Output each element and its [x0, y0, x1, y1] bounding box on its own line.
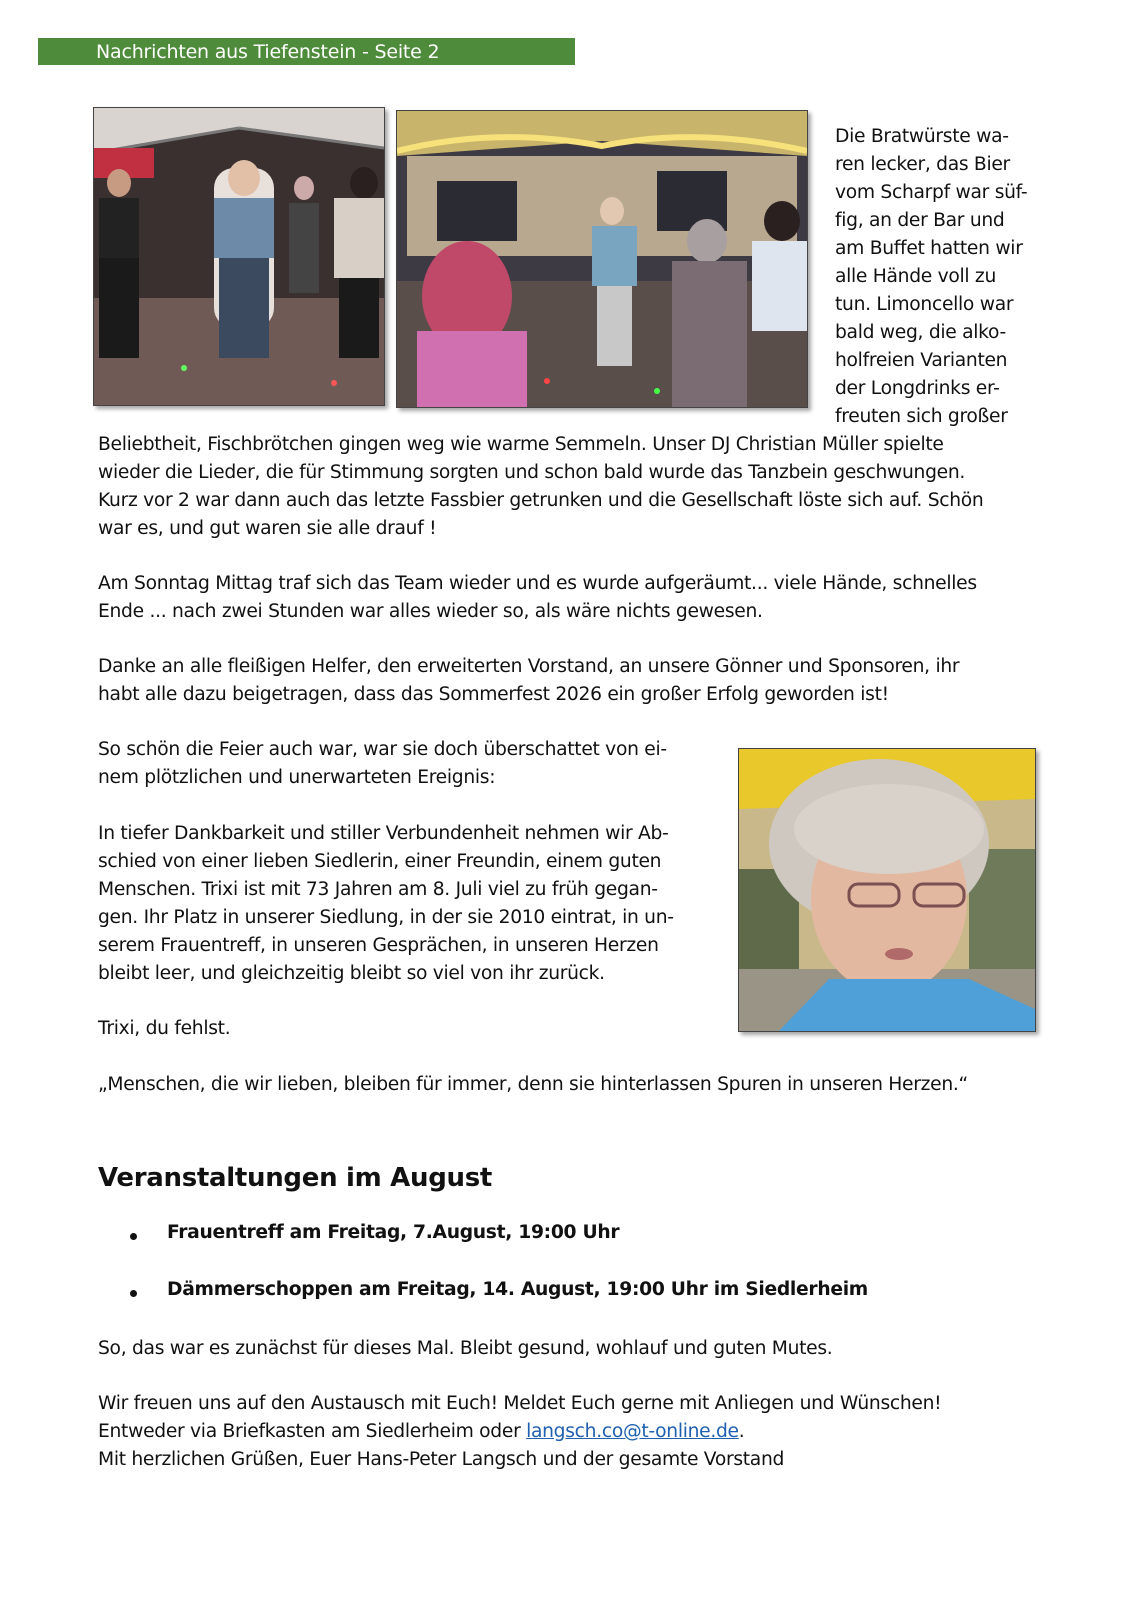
text-line: ren lecker, das Bier	[835, 154, 1010, 175]
bullet-icon	[130, 1233, 137, 1240]
events-heading: Veranstaltungen im August	[98, 1163, 493, 1193]
text-line: tun. Limoncello war	[835, 294, 1014, 315]
event-label: Frauentreff am Freitag, 7.August, 19:00 Uhr	[167, 1222, 620, 1243]
text-line: So schön die Feier auch war, war sie doch überschattet von ei-	[98, 739, 667, 760]
contact-block	[98, 1390, 941, 1474]
text-line: Menschen. Trixi ist mit 73 Jahren am 8. Juli viel zu früh gegan-	[98, 879, 658, 900]
page-header-title: Nachrichten aus Tiefenstein - Seite 2	[96, 41, 440, 63]
farewell-line: Trixi, du fehlst.	[98, 1018, 231, 1039]
text-line: vom Scharpf war süf-	[835, 182, 1028, 203]
text-line: Ende ... nach zwei Stunden war alles wieder so, als wäre nichts gewesen.	[98, 601, 763, 622]
memorial-portrait-photo	[738, 748, 1036, 1032]
text-line: In tiefer Dankbarkeit und stiller Verbundenheit nehmen wir Ab-	[98, 823, 669, 844]
text-line: serem Frauentreff, in unseren Gesprächen, in unseren Herzen	[98, 935, 659, 956]
text-line: habt alle dazu beigetragen, dass das Sommerfest 2026 ein großer Erfolg geworden ist!	[98, 684, 889, 705]
contact-mail-suffix: .	[738, 1421, 745, 1442]
closing-line: So, das war es zunächst für dieses Mal. Bleibt gesund, wohlauf und guten Mutes.	[98, 1338, 833, 1359]
sunday-paragraph	[98, 570, 977, 626]
text-line: war es, und gut waren sie alle drauf !	[98, 518, 437, 539]
text-line: alle Hände voll zu	[835, 266, 996, 287]
email-link[interactable]: langsch.co@t-online.de	[526, 1421, 739, 1442]
text-line: bald weg, die alko-	[835, 322, 1006, 343]
text-line: nem plötzlichen und unerwarteten Ereignis:	[98, 767, 496, 788]
contact-mail-prefix: Entweder via Briefkasten am Siedlerheim oder	[98, 1421, 527, 1442]
text-line: Beliebtheit, Fischbrötchen gingen weg wie warme Semmeln. Unser DJ Christian Müller spielte	[98, 434, 944, 455]
event-paragraph	[98, 736, 667, 792]
text-line: der Longdrinks er-	[835, 378, 1000, 399]
text-line: wieder die Lieder, die für Stimmung sorgten und schon bald wurde das Tanzbein geschwungen.	[98, 462, 966, 483]
contact-invite-line: Wir freuen uns auf den Austausch mit Euch! Meldet Euch gerne mit Anliegen und Wünschen!	[98, 1393, 942, 1414]
thanks-paragraph	[98, 653, 959, 709]
intro-side-paragraph	[835, 123, 1050, 431]
memorial-quote: „Menschen, die wir lieben, bleiben für immer, denn sie hinterlassen Spuren in unseren Herzen.“	[98, 1074, 968, 1095]
intro-paragraph	[98, 431, 983, 543]
event-label: Dämmerschoppen am Freitag, 14. August, 19:00 Uhr im Siedlerheim	[167, 1279, 868, 1300]
text-line: Die Bratwürste wa-	[835, 126, 1009, 147]
memorial-paragraph	[98, 820, 674, 988]
text-line: fig, an der Bar und	[835, 210, 1005, 231]
text-line: gen. Ihr Platz in unserer Siedlung, in der sie 2010 eintrat, in un-	[98, 907, 674, 928]
party-photo-dancing	[93, 107, 385, 406]
party-photo-tent-lights	[396, 110, 808, 408]
contact-mail-line	[98, 1418, 941, 1446]
bullet-icon	[130, 1290, 137, 1297]
text-line: Am Sonntag Mittag traf sich das Team wieder und es wurde aufgeräumt... viele Hände, schnelles	[98, 573, 977, 594]
text-line: bleibt leer, und gleichzeitig bleibt so viel von ihr zurück.	[98, 963, 605, 984]
text-line: Danke an alle fleißigen Helfer, den erweiterten Vorstand, an unsere Gönner und Sponsoren, ihr	[98, 656, 960, 677]
text-line: Kurz vor 2 war dann auch das letzte Fassbier getrunken und die Gesellschaft löste sich auf. Schön	[98, 490, 984, 511]
text-line: holfreien Varianten	[835, 350, 1008, 371]
text-line: am Buffet hatten wir	[835, 238, 1023, 259]
signature-line: Mit herzlichen Grüßen, Euer Hans-Peter Langsch und der gesamte Vorstand	[98, 1449, 785, 1470]
text-line: schied von einer lieben Siedlerin, einer Freundin, einem guten	[98, 851, 662, 872]
text-line: freuten sich großer	[835, 406, 1008, 427]
